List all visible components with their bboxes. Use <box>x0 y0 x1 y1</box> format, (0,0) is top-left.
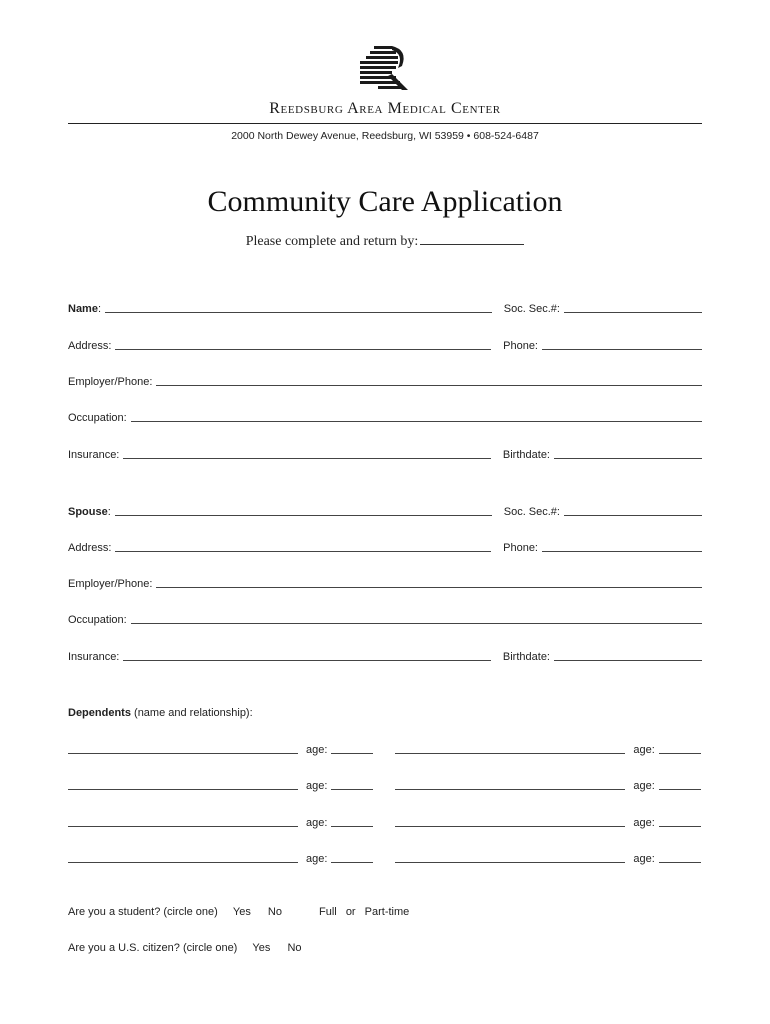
spouse-insurance-row <box>68 647 702 663</box>
dependent-age-field[interactable] <box>331 817 373 827</box>
dependent-name-field[interactable] <box>395 780 625 790</box>
spouse-phone-field[interactable] <box>542 542 702 552</box>
spouse-birthdate-label: Birthdate: <box>502 651 550 663</box>
student-or-label: or <box>345 906 356 918</box>
dependent-row <box>68 776 702 792</box>
address-field[interactable] <box>115 340 491 350</box>
age-label: age: <box>633 780 655 792</box>
ssn-field[interactable] <box>564 303 702 313</box>
spouse-occupation-row <box>68 610 702 626</box>
header-divider <box>68 123 702 124</box>
dependent-name-field[interactable] <box>395 853 625 863</box>
spouse-address-field[interactable] <box>115 542 491 552</box>
age-label: age: <box>306 817 328 829</box>
dependent-name-field[interactable] <box>395 817 625 827</box>
age-label: age: <box>633 744 655 756</box>
applicant-occupation-row <box>68 408 702 424</box>
age-label: age: <box>306 853 328 865</box>
applicant-employer-row <box>68 372 702 388</box>
form-title: Community Care Application <box>207 185 563 218</box>
spouse-employer-label: Employer/Phone: <box>68 578 153 590</box>
spouse-insurance-label: Insurance: <box>68 651 120 663</box>
spouse-name-row <box>68 502 702 518</box>
insurance-label: Insurance: <box>68 449 120 461</box>
birthdate-field[interactable] <box>554 449 702 459</box>
dependent-row <box>68 740 702 756</box>
spouse-birthdate-field[interactable] <box>554 651 702 661</box>
student-yes-option[interactable]: Yes <box>232 906 251 918</box>
return-by-date-field[interactable] <box>420 232 524 245</box>
applicant-insurance-row <box>68 445 702 461</box>
birthdate-label: Birthdate: <box>502 449 550 461</box>
dependent-name-field[interactable] <box>68 780 298 790</box>
address-label: Address: <box>68 340 112 352</box>
age-label: age: <box>306 744 328 756</box>
student-full-option[interactable]: Full <box>319 906 337 918</box>
dependent-age-field[interactable] <box>331 780 373 790</box>
dependent-age-field[interactable] <box>659 853 701 863</box>
dependent-age-field[interactable] <box>659 817 701 827</box>
insurance-field[interactable] <box>123 449 491 459</box>
spouse-ssn-label: Soc. Sec.#: <box>503 506 560 518</box>
dependent-name-field[interactable] <box>395 744 625 754</box>
citizen-prompt: Are you a U.S. citizen? (circle one) <box>68 942 238 954</box>
citizen-no-option[interactable]: No <box>287 942 302 954</box>
spouse-name-field[interactable] <box>115 506 492 516</box>
organization-name: Reedsburg Area Medical Center <box>269 100 501 117</box>
dependent-name-field[interactable] <box>68 817 298 827</box>
student-part-time-option[interactable]: Part-time <box>364 906 410 918</box>
dependent-age-field[interactable] <box>331 744 373 754</box>
student-question <box>68 906 409 918</box>
applicant-address-row <box>68 336 702 352</box>
citizen-yes-option[interactable]: Yes <box>252 942 271 954</box>
spouse-ssn-field[interactable] <box>564 506 702 516</box>
applicant-name-row <box>68 299 702 315</box>
age-label: age: <box>633 817 655 829</box>
return-by-label: Please complete and return by: <box>245 234 419 249</box>
dependents-sublabel: (name and relationship): <box>134 707 253 719</box>
age-label: age: <box>633 853 655 865</box>
name-label: Name: <box>68 303 102 315</box>
spouse-occupation-field[interactable] <box>131 614 702 624</box>
student-no-option[interactable]: No <box>267 906 282 918</box>
phone-label: Phone: <box>503 340 538 352</box>
spouse-address-label: Address: <box>68 542 112 554</box>
spouse-phone-label: Phone: <box>503 542 538 554</box>
dependent-age-field[interactable] <box>659 744 701 754</box>
dependents-heading <box>68 703 702 719</box>
employer-field[interactable] <box>156 376 702 386</box>
dependent-name-field[interactable] <box>68 853 298 863</box>
phone-field[interactable] <box>542 340 702 350</box>
dependent-age-field[interactable] <box>659 780 701 790</box>
spouse-employer-row <box>68 574 702 590</box>
dependents-label: Dependents <box>68 707 131 719</box>
occupation-label: Occupation: <box>68 412 127 424</box>
organization-address: 2000 North Dewey Avenue, Reedsburg, WI 53959 • 608-524-6487 <box>231 130 539 142</box>
spouse-address-row <box>68 538 702 554</box>
dependent-row <box>68 849 702 865</box>
return-by-line <box>0 232 770 250</box>
occupation-field[interactable] <box>131 412 702 422</box>
spouse-employer-field[interactable] <box>156 578 702 588</box>
spouse-insurance-field[interactable] <box>123 651 491 661</box>
spouse-label: Spouse: <box>68 506 111 518</box>
dependent-age-field[interactable] <box>331 853 373 863</box>
reedsburg-logo <box>356 44 412 94</box>
employer-label: Employer/Phone: <box>68 376 153 388</box>
spouse-occupation-label: Occupation: <box>68 614 127 626</box>
name-field[interactable] <box>105 303 492 313</box>
dependent-row <box>68 813 702 829</box>
citizen-question <box>68 942 302 954</box>
ssn-label: Soc. Sec.#: <box>503 303 560 315</box>
age-label: age: <box>306 780 328 792</box>
dependent-name-field[interactable] <box>68 744 298 754</box>
student-prompt: Are you a student? (circle one) <box>68 906 218 918</box>
